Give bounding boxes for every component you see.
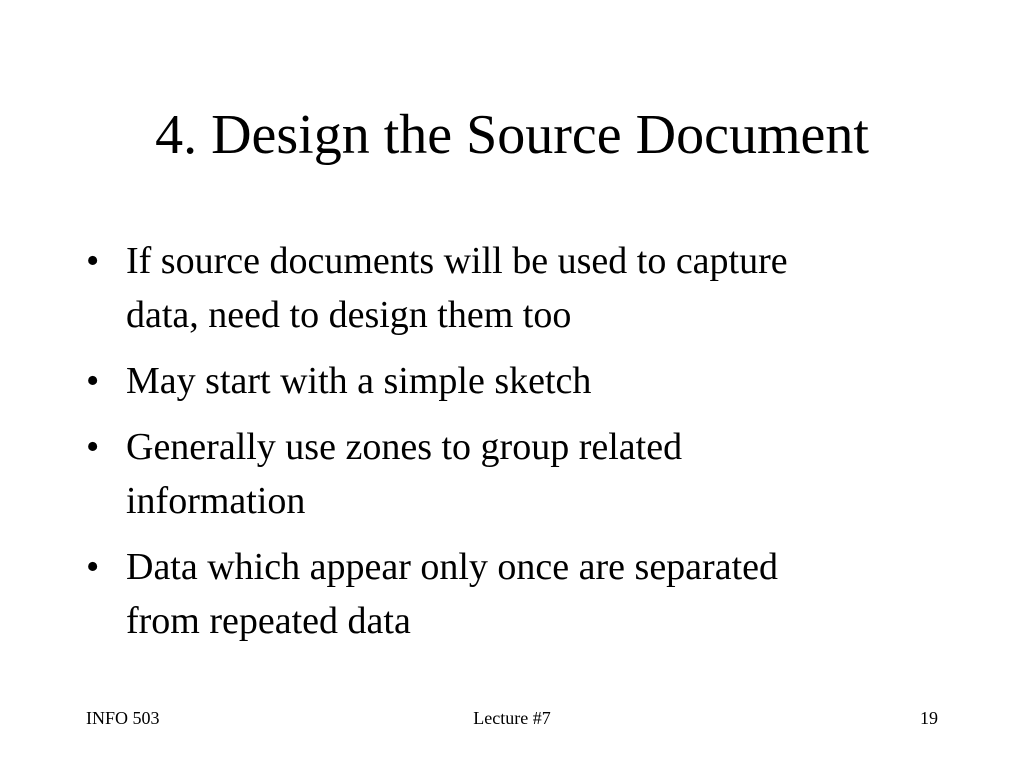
bullet-text-3: Generally use zones to group related information	[126, 426, 683, 522]
slide-title: 4. Design the Source Document	[155, 104, 869, 166]
bullet-text-1: If source documents will be used to capture data, need to design them too	[126, 240, 788, 336]
footer-lecture: Lecture #7	[473, 708, 551, 728]
bullet-text	[126, 240, 788, 336]
bullet-icon: •	[86, 240, 100, 282]
footer-course: INFO 503	[86, 708, 160, 728]
bullet-icon: •	[86, 546, 100, 588]
bullet-text-2: May start with a simple sketch	[126, 360, 592, 402]
bullet-list	[86, 234, 846, 660]
bullet-item	[86, 540, 846, 648]
bullet-text-4: Data which appear only once are separated from repeated data	[126, 546, 778, 642]
bullet-item	[86, 354, 846, 408]
bullet-icon: •	[86, 360, 100, 402]
footer-page-number: 19	[920, 708, 938, 728]
bullet-item	[86, 234, 846, 342]
bullet-item	[86, 420, 846, 528]
bullet-icon: •	[86, 426, 100, 468]
